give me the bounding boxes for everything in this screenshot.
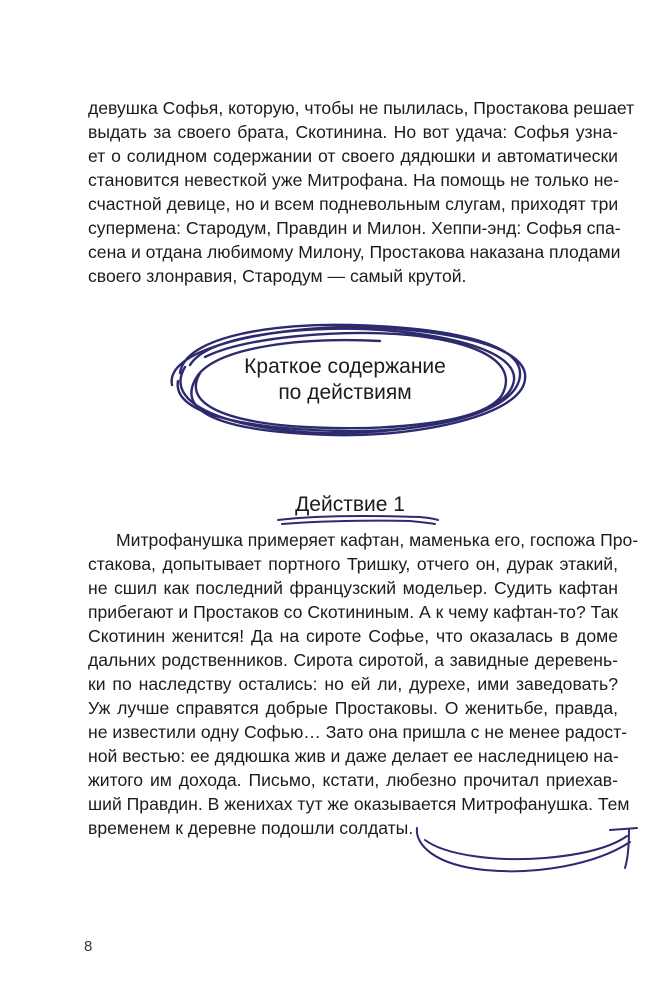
page-number: 8 <box>84 938 93 955</box>
text-line: житого им дохода. Письмо, кстати, любезно прочитал приехав- <box>88 770 618 790</box>
text-line: Скотинин женится! Да на сироте Софье, что оказалась в доме <box>88 626 618 646</box>
end-flourish-icon <box>405 810 650 890</box>
text-line: Митрофанушка примеряет кафтан, маменька его, госпожа Про- <box>116 530 639 550</box>
text-line: не сшил как последний французский модельер. Судить кафтан <box>88 578 618 598</box>
text-line: сена и отдана любимому Милону, Простакова наказана плодами <box>88 242 621 262</box>
text-line: ки по наследству остались: но ей ли, дурехе, ими заведовать? <box>88 674 618 694</box>
text-line: девушка Софья, которую, чтобы не пылилась, Простакова решает <box>88 98 635 118</box>
text-line: счастной девице, но и всем подневольным слугам, приходят три <box>88 194 619 214</box>
text-line: становится невесткой уже Митрофана. На помощь не только не- <box>88 170 620 190</box>
text-line: супермена: Стародум, Правдин и Милон. Хеппи-энд: Софья спа- <box>88 218 621 238</box>
text-line: прибегают и Простаков со Скотининым. А к чему кафтан-то? Так <box>88 602 619 622</box>
text-line: ет о солидном содержании от своего дядюшки и автоматически <box>88 146 618 166</box>
text-line: Уж лучше справятся добрые Простаковы. О женитьбе, правда, <box>88 698 618 718</box>
text-line: временем к деревне подошли солдаты. <box>88 818 414 838</box>
text-line: не известили одну Софью… Зато она пришла с не менее радост- <box>88 722 628 742</box>
text-line: ной вестью: ее дядюшка жив и даже делает ее наследницею на- <box>88 746 619 766</box>
text-line: своего злонравия, Стародум — самый крутой. <box>88 266 467 286</box>
text-line: дальних родственников. Сирота сиротой, а завидные деревень- <box>88 650 618 670</box>
text-line: выдать за своего брата, Скотинина. Но вот удача: Софья узна- <box>88 122 618 142</box>
act-heading: Действие 1 <box>295 493 405 516</box>
text-line: стакова, допытывает портного Тришку, отчего он, дурак этакий, <box>88 554 618 574</box>
section-title-line1: Краткое содержание <box>244 355 446 378</box>
section-title-line2: по действиям <box>278 381 412 404</box>
text-line: ший Правдин. В женихах тут же оказывается Митрофанушка. Тем <box>88 794 630 814</box>
